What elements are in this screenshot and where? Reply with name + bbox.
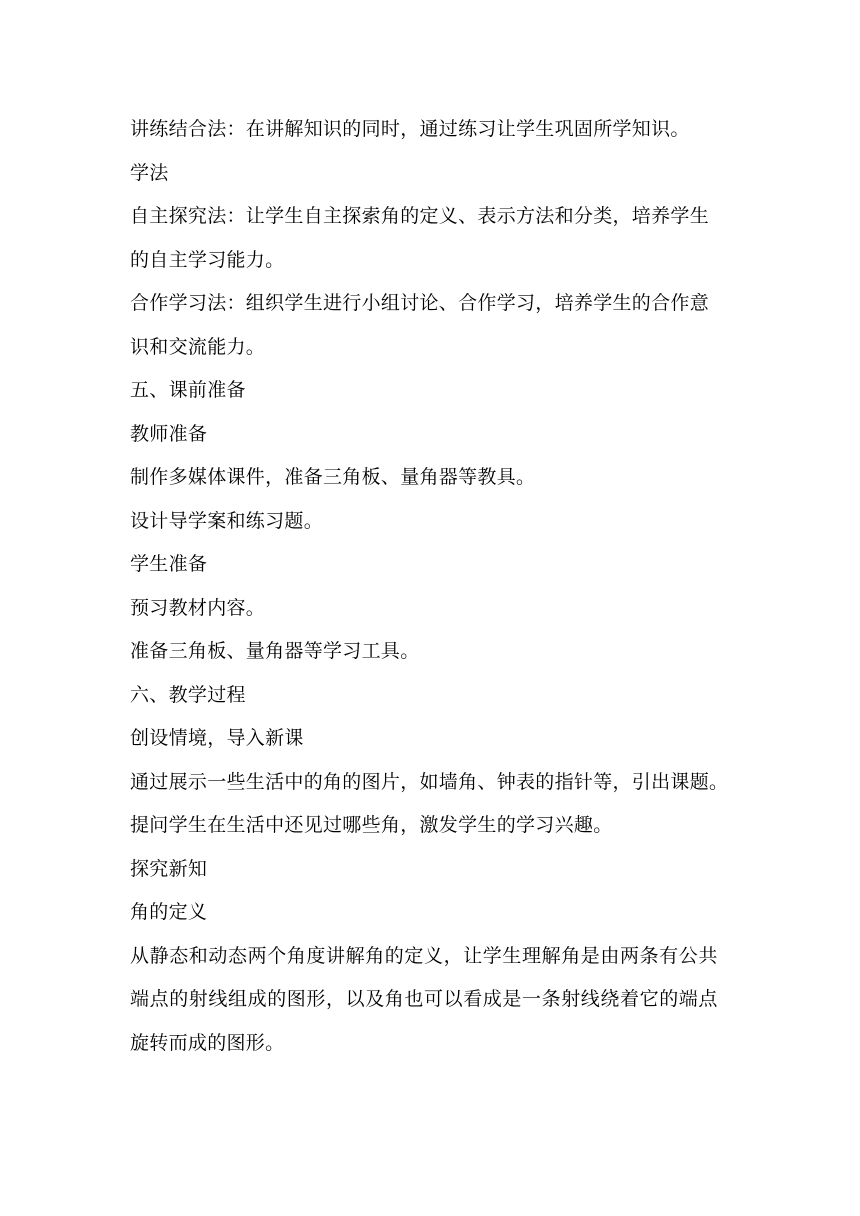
- text-line-self-inquiry-1: 自主探究法：让学生自主探索角的定义、表示方法和分类，培养学生: [130, 205, 710, 227]
- text-line-definition-2: 端点的射线组成的图形，以及角也可以看成是一条射线绕着它的端点: [130, 988, 719, 1010]
- heading-student-preparation: 学生准备: [130, 553, 208, 575]
- text-line-situation-1: 通过展示一些生活中的角的图片，如墙角、钟表的指针等，引出课题。: [130, 770, 729, 793]
- text-line-teacher-prep-1: 制作多媒体课件，准备三角板、量角器等教具。: [130, 466, 536, 488]
- text-line-definition-3: 旋转而成的图形。: [130, 1031, 285, 1054]
- text-line-cooperative-2: 识和交流能力。: [130, 335, 266, 358]
- text-line-cooperative-1: 合作学习法：组织学生进行小组讨论、合作学习，培养学生的合作意: [130, 292, 710, 314]
- text-line-student-prep-2: 准备三角板、量角器等学习工具。: [130, 640, 420, 662]
- heading-explore-new: 探究新知: [130, 857, 208, 880]
- text-line-self-inquiry-2: 的自主学习能力。: [130, 248, 285, 271]
- heading-teacher-preparation: 教师准备: [130, 422, 208, 445]
- text-line-student-prep-1: 预习教材内容。: [130, 596, 266, 619]
- heading-study-method: 学法: [130, 161, 169, 184]
- text-line-definition-1: 从静态和动态两个角度讲解角的定义，让学生理解角是由两条有公共: [130, 944, 719, 967]
- document-body: [130, 108, 732, 1065]
- text-line-method-practice: 讲练结合法：在讲解知识的同时，通过练习让学生巩固所学知识。: [130, 118, 690, 140]
- text-line-teacher-prep-2: 设计导学案和练习题。: [130, 509, 324, 532]
- heading-create-situation: 创设情境，导入新课: [130, 727, 304, 749]
- text-line-situation-2: 提问学生在生活中还见过哪些角，激发学生的学习兴趣。: [130, 814, 613, 836]
- heading-teaching-process: 六、教学过程: [130, 683, 246, 706]
- heading-angle-definition: 角的定义: [130, 901, 208, 923]
- heading-preparation: 五、课前准备: [130, 379, 246, 401]
